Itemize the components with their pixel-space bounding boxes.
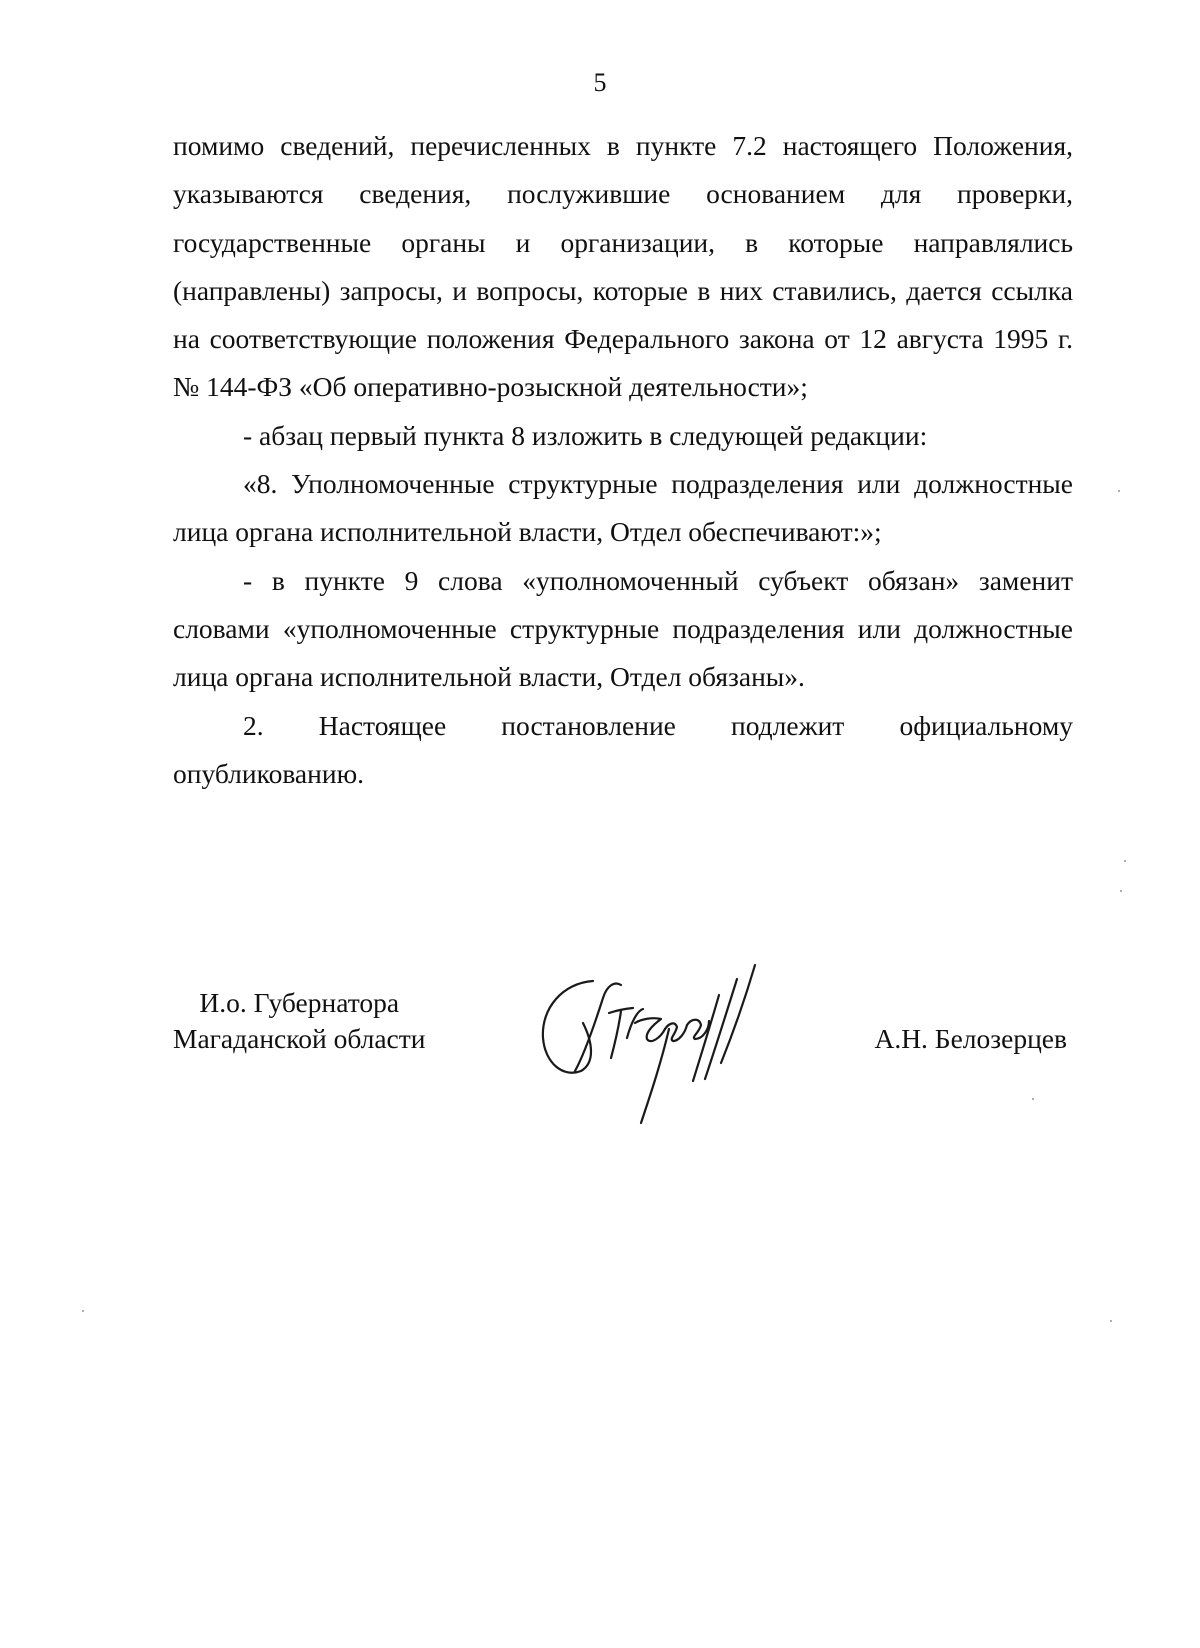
scan-speck — [82, 1310, 84, 1312]
scan-speck — [1110, 1320, 1112, 1322]
scan-speck — [1118, 490, 1120, 492]
scan-speck — [1124, 860, 1126, 862]
document-body — [173, 122, 1073, 798]
scan-speck — [1032, 1098, 1034, 1100]
signature-block — [173, 985, 1073, 1145]
paragraph-amendment-8-intro: - абзац первый пункта 8 изложить в следующей редакции: — [243, 419, 928, 451]
signer-title — [173, 985, 426, 1057]
paragraph-amendment-9: - в пункте 9 слова «уполномоченный субъект обязан» заменит словами «уполномоченные структурные подразделения или должностные лица органа исполнительной власти, Отдел обязаны». — [173, 564, 1073, 693]
paragraph-publication: 2. Настоящее постановление подлежит официальному опубликованию. — [173, 709, 1073, 789]
signer-title-line1: И.о. Губернатора — [199, 987, 400, 1018]
page-number: 5 — [593, 68, 607, 97]
paragraph-continuation: помимо сведений, перечисленных в пункте 7.2 настоящего Положения, указываются сведения, послужившие основанием для проверки, государственные органы и организации, в которые направлялись (направлены) запросы, и вопросы, которые в них ставились, дается ссылка на соответствующие положения Федерального закона от 12 августа 1995 г. № 144-ФЗ «Об оперативно-розыскной деятельности»; — [173, 130, 1073, 403]
handwritten-signature — [523, 963, 783, 1133]
signer-title-line2: Магаданской области — [173, 1023, 426, 1054]
scan-speck — [1120, 890, 1122, 892]
signer-name: А.Н. Белозерцев — [874, 1023, 1067, 1054]
paragraph-amendment-8-text: «8. Уполномоченные структурные подразделения или должностные лица органа исполнительной власти, Отдел обеспечивают:»; — [173, 468, 1073, 548]
